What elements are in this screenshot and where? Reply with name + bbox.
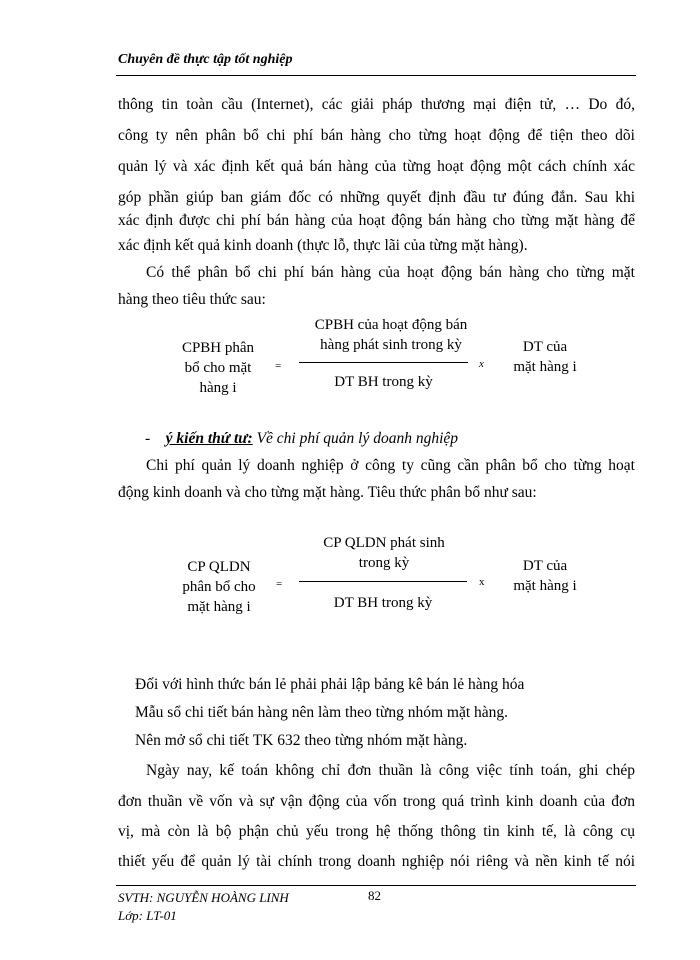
formula-2-equals: = <box>276 578 283 590</box>
formula-1-rhs <box>500 337 590 377</box>
paragraph-1-line-4: góp phần giúp ban giám đốc có những quyết định đầu tư đúng đắn. Sau khi <box>118 189 635 206</box>
paragraph-1-line-3: quản lý và xác định kết quả bán hàng của từng hoạt động một cách chính xác <box>118 158 635 175</box>
formula-1-lhs-line: hàng i <box>199 380 237 396</box>
section-heading-label: ý kiến thứ tư: <box>165 430 253 447</box>
paragraph-1-line-2: công ty nên phân bổ chi phí bán hàng cho từng hoạt động để tiện theo dõi <box>118 127 635 144</box>
formula-2-numerator-line: trong kỳ <box>358 555 410 571</box>
paragraph-4-line-2: đơn thuần về vốn và sự vận động của vốn trong quá trình kinh doanh của đơn <box>118 793 635 810</box>
section-heading <box>145 430 458 448</box>
header-divider <box>116 75 636 76</box>
formula-1-lhs <box>158 338 278 398</box>
formula-1-lhs-line: bổ cho mặt <box>184 360 252 376</box>
formula-1-lhs-line: CPBH phân <box>181 340 255 356</box>
page-number: 82 <box>368 888 381 903</box>
section-subtitle: Về chi phí quản lý doanh nghiệp <box>256 430 459 447</box>
formula-2-lhs <box>160 557 278 617</box>
formula-2-lhs-line: mặt hàng i <box>187 599 251 615</box>
paragraph-4-line-4: thiết yếu để quản lý tài chính trong doanh nghiệp nói riêng và nền kinh tế nói <box>118 853 635 870</box>
formula-2-numerator-line: CP QLDN phát sinh <box>323 535 445 551</box>
formula-2-numerator <box>300 533 468 573</box>
formula-1-rhs-line: mặt hàng i <box>513 359 577 375</box>
paragraph-1-line-6: xác định kết quả kinh doanh (thực lỗ, thực lãi của từng mặt hàng). <box>118 237 528 254</box>
formula-2-times: x <box>479 576 485 588</box>
formula-1-numerator-line: hàng phát sinh trong kỳ <box>320 337 462 353</box>
formula-2-lhs-line: CP QLDN <box>187 559 251 575</box>
document-header-title: Chuyên đề thực tập tốt nghiệp <box>118 52 293 67</box>
formula-2-denominator: DT BH trong kỳ <box>333 595 433 611</box>
footer-divider <box>116 885 636 886</box>
paragraph-3-line-2: động kinh doanh và cho từng mặt hàng. Tiêu thức phân bổ như sau: <box>118 484 537 501</box>
formula-2-rhs <box>500 556 590 596</box>
formula-1-denominator: DT BH trong kỳ <box>334 374 433 390</box>
formula-1-times: x <box>479 358 484 370</box>
formula-1-numerator <box>300 315 482 355</box>
formula-2-fraction-bar <box>299 581 467 582</box>
paragraph-3-line-1: Chi phí quản lý doanh nghiệp ở công ty cũng cần phân bổ cho từng hoạt <box>146 457 635 474</box>
formula-1-rhs-line: DT của <box>522 339 568 355</box>
note-line-3: Nên mở sổ chi tiết TK 632 theo từng nhóm mặt hàng. <box>135 732 468 749</box>
paragraph-4-line-3: vị, mà còn là bộ phận chủ yếu trong hệ thống thông tin kinh tế, là công cụ <box>118 823 635 840</box>
formula-2-rhs-line: mặt hàng i <box>513 578 577 594</box>
formula-1-numerator-line: CPBH của hoạt động bán <box>314 317 468 333</box>
paragraph-4-line-1: Ngày nay, kế toán không chỉ đơn thuần là công việc tính toán, ghi chép <box>146 762 635 779</box>
note-line-1: Đối với hình thức bán lẻ phải phải lập bảng kê bán lẻ hàng hóa <box>135 676 525 693</box>
formula-2-rhs-line: DT của <box>522 558 568 574</box>
paragraph-2-line-2: hàng theo tiêu thức sau: <box>118 291 266 308</box>
paragraph-2-line-1: Có thể phân bổ chi phí bán hàng của hoạt động bán hàng cho từng mặt <box>146 264 635 281</box>
note-line-2: Mẫu sổ chi tiết bán hàng nên làm theo từng nhóm mặt hàng. <box>135 704 509 721</box>
formula-1-equals: = <box>275 360 282 372</box>
footer-class: Lớp: LT-01 <box>118 908 177 923</box>
paragraph-1-line-1: thông tin toàn cầu (Internet), các giải pháp thương mại điện tử, … Do đó, <box>118 96 635 113</box>
formula-2-lhs-line: phân bổ cho <box>182 579 256 595</box>
section-bullet: - <box>145 430 151 447</box>
footer-student: SVTH: NGUYỄN HOÀNG LINH <box>118 890 289 905</box>
paragraph-1-line-5: xác định được chi phí bán hàng của hoạt động bán hàng cho từng mặt hàng để <box>118 212 635 229</box>
formula-1-fraction-bar <box>299 362 468 363</box>
